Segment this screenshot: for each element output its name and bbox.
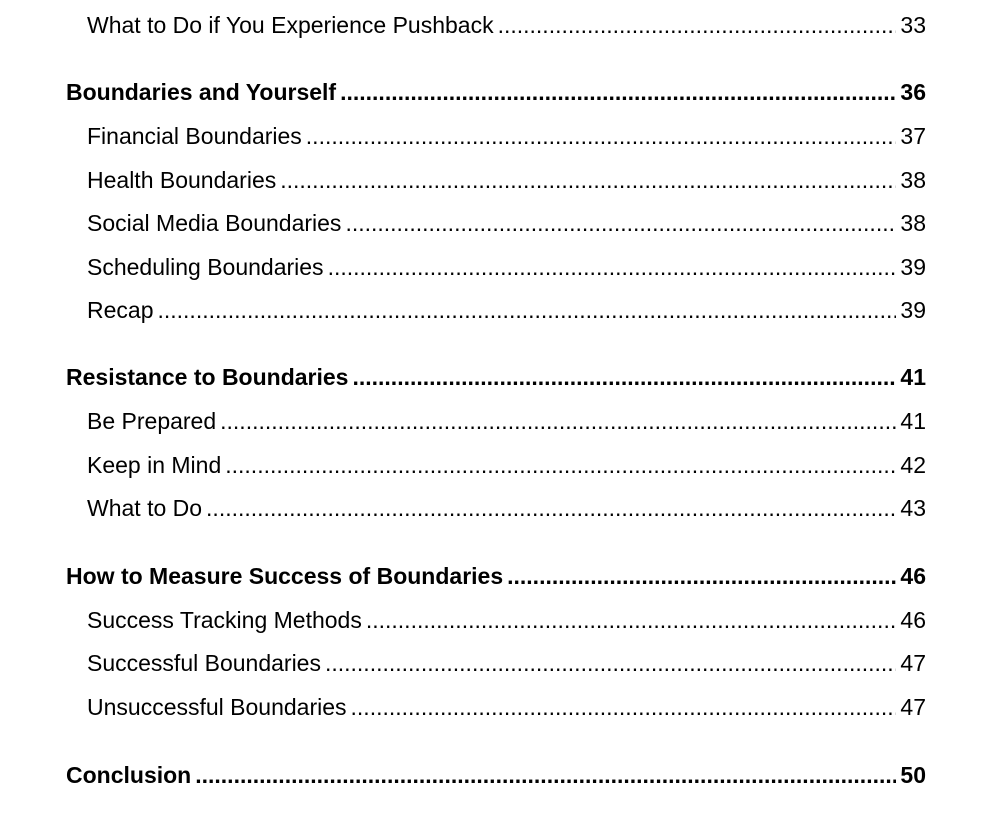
toc-entry-page: 46 (900, 563, 926, 589)
toc-entry-page: 41 (900, 364, 926, 390)
toc-entry[interactable] (0, 686, 987, 720)
toc-entry-page: 41 (900, 408, 926, 434)
toc-leader-dots (225, 452, 896, 478)
toc-entry-page: 38 (900, 167, 926, 193)
toc-leader-dots (195, 762, 896, 788)
toc-entry-title: Health Boundaries (87, 167, 277, 193)
toc-leader-dots (351, 694, 897, 720)
toc-leader-dots (352, 364, 896, 390)
toc-entry[interactable] (0, 246, 987, 280)
toc-leader-dots (306, 123, 897, 149)
toc-entry-page: 33 (900, 12, 926, 38)
toc-leader-dots (206, 495, 896, 521)
toc-leader-dots (340, 79, 896, 105)
toc-leader-dots (366, 607, 897, 633)
toc-entry[interactable] (0, 599, 987, 633)
toc-entry-title: What to Do if You Experience Pushback (87, 12, 494, 38)
toc-entry-page: 39 (900, 297, 926, 323)
toc-entry[interactable] (0, 754, 987, 788)
toc-entry-title: Recap (87, 297, 154, 323)
toc-entry-title: How to Measure Success of Boundaries (66, 563, 504, 589)
toc-entry[interactable] (0, 4, 987, 38)
toc-leader-dots (157, 297, 896, 323)
toc-leader-dots (328, 254, 897, 280)
toc-entry-title: Be Prepared (87, 408, 217, 434)
toc-entry-title: What to Do (87, 495, 203, 521)
toc-entry-page: 38 (900, 210, 926, 236)
toc-entry[interactable] (0, 202, 987, 236)
toc-entry-title: Conclusion (66, 762, 192, 788)
toc-entry-page: 37 (900, 123, 926, 149)
toc-leader-dots (498, 12, 897, 38)
toc-entry-title: Keep in Mind (87, 452, 222, 478)
toc-entry-title: Resistance to Boundaries (66, 364, 349, 390)
toc-entry[interactable] (0, 71, 987, 105)
toc-entry-page: 36 (900, 79, 926, 105)
toc-entry-title: Boundaries and Yourself (66, 79, 337, 105)
toc-leader-dots (220, 408, 896, 434)
toc-entry[interactable] (0, 444, 987, 478)
toc-entry-page: 50 (900, 762, 926, 788)
toc-entry[interactable] (0, 555, 987, 589)
toc-entry[interactable] (0, 487, 987, 521)
toc-entry-page: 46 (900, 607, 926, 633)
toc-entry[interactable] (0, 356, 987, 390)
toc-entry-title: Scheduling Boundaries (87, 254, 324, 280)
toc-entry-title: Successful Boundaries (87, 650, 321, 676)
toc-entry[interactable] (0, 289, 987, 323)
toc-leader-dots (345, 210, 896, 236)
toc-entry-title: Social Media Boundaries (87, 210, 342, 236)
toc-entry[interactable] (0, 400, 987, 434)
toc-leader-dots (280, 167, 896, 193)
toc-entry-title: Unsuccessful Boundaries (87, 694, 347, 720)
toc-leader-dots (325, 650, 896, 676)
toc-entry-page: 42 (900, 452, 926, 478)
toc-leader-dots (507, 563, 896, 589)
toc-entry-page: 43 (900, 495, 926, 521)
toc-entry[interactable] (0, 642, 987, 676)
toc-entry-page: 47 (900, 694, 926, 720)
toc-entry-page: 39 (900, 254, 926, 280)
toc-entry[interactable] (0, 159, 987, 193)
toc-entry-title: Financial Boundaries (87, 123, 302, 149)
toc-entry[interactable] (0, 115, 987, 149)
toc-entry-page: 47 (900, 650, 926, 676)
toc-entry-title: Success Tracking Methods (87, 607, 362, 633)
